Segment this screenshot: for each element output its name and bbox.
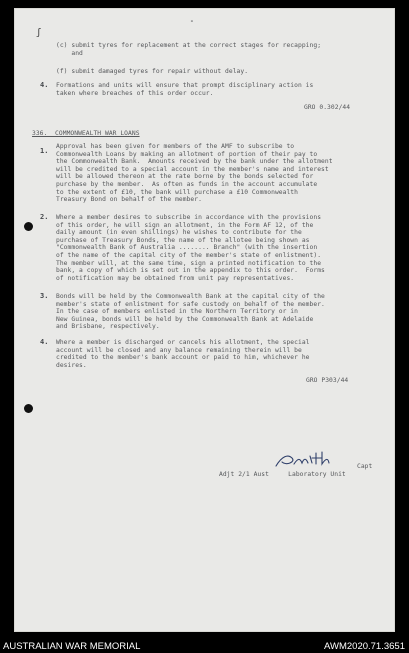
footer-accession: AWM2020.71.3651 <box>324 641 405 652</box>
para-4-text: Formations and units will ensure that prompt disciplinary action is taken where breaches of this order occur. <box>56 82 314 97</box>
punch-hole-bottom <box>24 404 33 413</box>
reference-2: GRO P303/44 <box>306 377 349 384</box>
section-4-text: Where a member is discharged or cancels his allotment, the special account will be closed and any balance remaining therein will be credited to the member's bank account or paid to him, whichever he desires. <box>56 339 310 369</box>
document-page <box>14 8 395 632</box>
para-4-number: 4. <box>40 81 49 89</box>
handwritten-signature <box>272 448 332 472</box>
footer-source: AUSTRALIAN WAR MEMORIAL <box>3 641 141 652</box>
section-heading: 336. COMMONWEALTH WAR LOANS <box>32 130 140 137</box>
section-2-number: 2. <box>40 213 49 221</box>
section-3-text: Bonds will be held by the Commonwealth Bank at the capital city of the member's state of enlistment for safe custody on behalf of the member. In the case of members enlisted in the Northern Territory or in New Guinea, bonds will be held by the Commonwealth Bank at Adelaide and Brisbane, respectively. <box>56 293 325 331</box>
section-1-number: 1. <box>40 147 49 155</box>
para-c: (c) submit tyres for replacement at the correct stages for recapping; and <box>56 42 322 57</box>
footer-bar <box>0 638 409 653</box>
margin-mark: ʃ <box>36 28 42 38</box>
para-f: (f) submit damaged tyres for repair without delay. <box>56 68 249 75</box>
section-3-number: 3. <box>40 292 49 300</box>
section-4-number: 4. <box>40 338 49 346</box>
signatory-unit: Adjt 2/1 Aust Laboratory Unit <box>219 471 346 478</box>
top-mark: - <box>190 18 194 25</box>
section-1-text: Approval has been given for members of the AMF to subscribe to Commonwealth Loans by making an allotment of portion of their pay to the Commonwealth Bank. Amounts received by the bank under the allotment will be credited to a special account in the member's name and interest will be allowed thereon at the rate borne by the bonds selected for purchase by the member. As often as funds in the account accumulate to the extent of £10, the bank will purchase a £10 Commonwealth Treasury Bond on behalf of the member. <box>56 143 333 204</box>
punch-hole-top <box>24 222 33 231</box>
signatory-rank: Capt <box>357 463 373 470</box>
section-2-text: Where a member desires to subscribe in accordance with the provisions of this order, he will sign an allotment, in the Form AF 12, of the daily amount (in even shillings) he wishes to contribute for the purchase of Treasury Bonds, the name of the allotee being shown as "Commonwealth Bank of Australia ........ Branch" (with the insertion of the name of the capital city of the member's state of enlistment). The member will, at the same time, sign a printed notification to the bank, a copy of which is set out in the appendix to this order. Forms of notification may be obtained from unit pay representatives. <box>56 214 325 282</box>
reference-1: GRO 0.302/44 <box>304 104 351 111</box>
